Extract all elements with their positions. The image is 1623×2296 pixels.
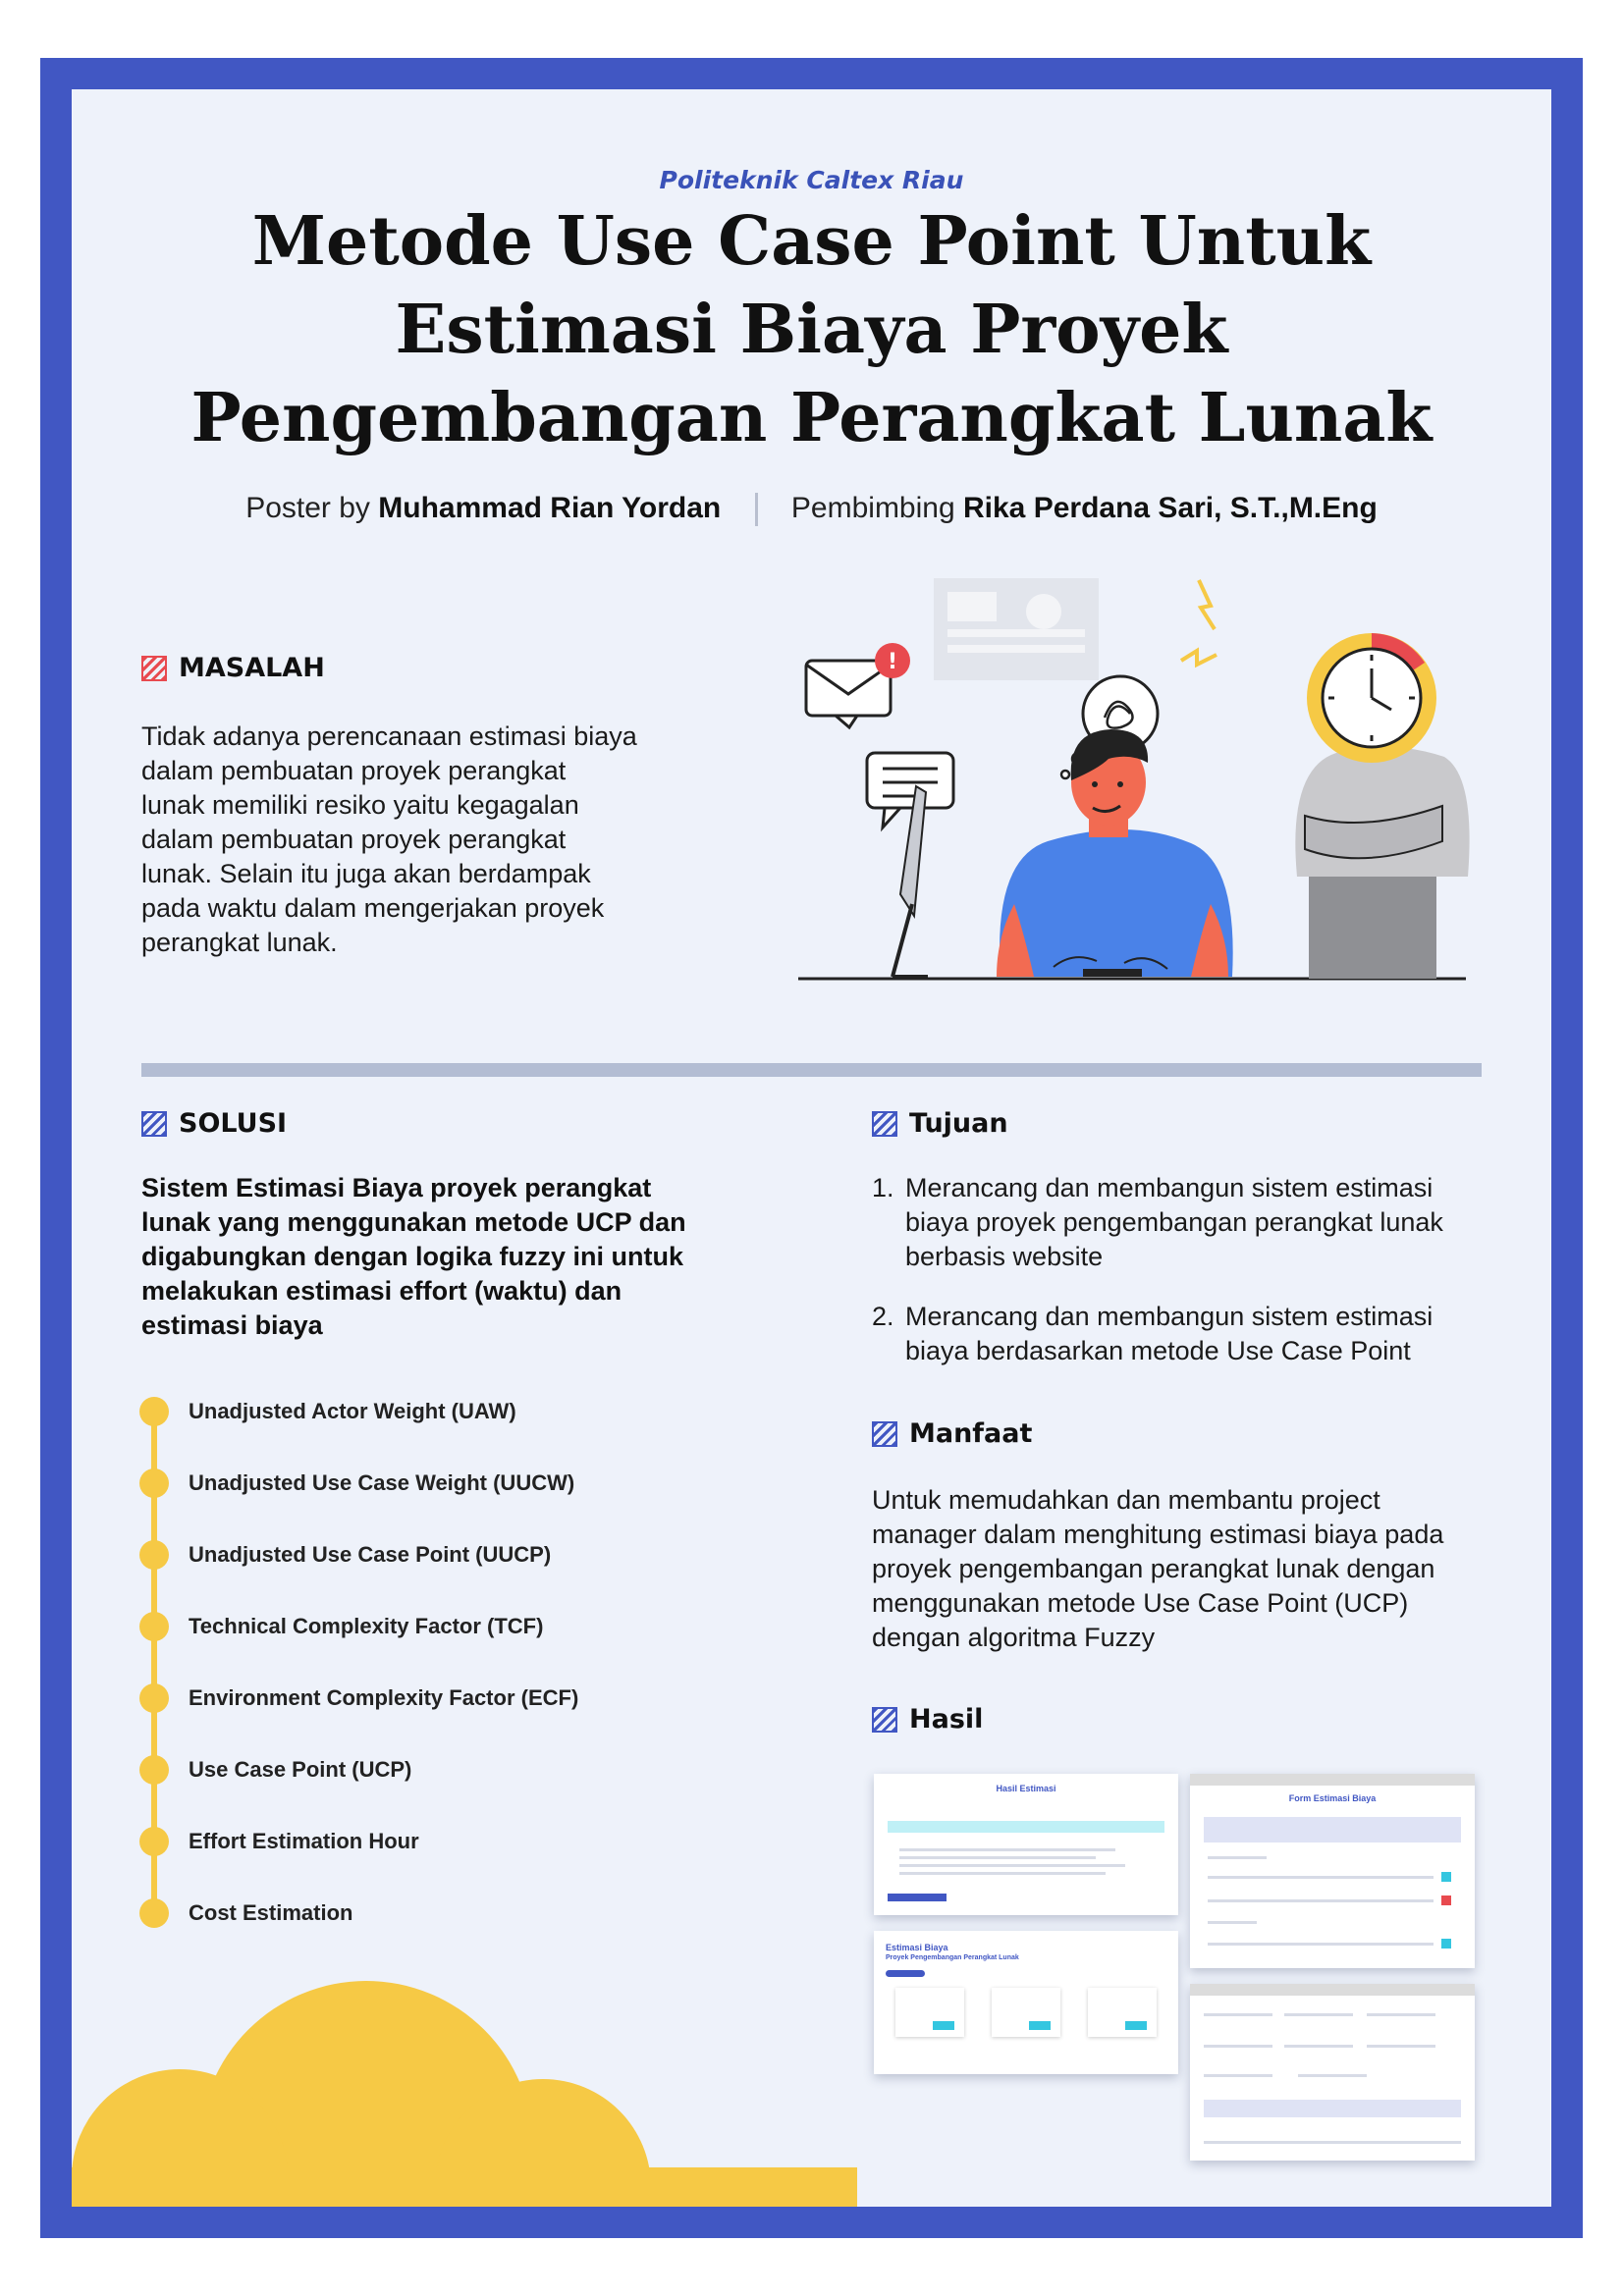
ucp-steps-timeline	[139, 1397, 729, 1927]
tujuan-list	[872, 1171, 1500, 1368]
hatch-icon	[872, 1707, 897, 1733]
masalah-line: perangkat lunak.	[141, 928, 338, 957]
item-number: 1.	[872, 1173, 894, 1202]
timeline-label: Unadjusted Use Case Weight (UUCW)	[189, 1470, 575, 1495]
masalah-line: pada waktu dalam mengerjakan proyek	[141, 893, 605, 923]
timeline-dot	[139, 1397, 169, 1426]
hatch-icon	[872, 1111, 897, 1137]
masalah-line: lunak memiliki resiko yaitu kegagalan	[141, 790, 579, 820]
timeline-label: Cost Estimation	[189, 1900, 353, 1925]
manfaat-heading	[872, 1418, 1032, 1449]
solusi-line: melakukan estimasi effort (waktu) dan	[141, 1276, 622, 1306]
tujuan-line: biaya proyek pengembangan perangkat lunak	[905, 1207, 1443, 1237]
timeline-item	[139, 1397, 516, 1426]
solusi-line: lunak yang menggunakan metode UCP dan	[141, 1207, 686, 1237]
man-at-desk-figure	[997, 729, 1233, 977]
manfaat-line: dengan algoritma Fuzzy	[872, 1623, 1156, 1652]
screenshot-subtitle: Proyek Pengembangan Perangkat Lunak	[886, 1954, 1019, 1961]
screenshot-title: Estimasi Biaya	[886, 1943, 948, 1952]
timeline-item	[139, 1827, 419, 1856]
logo-text: Politeknik Caltex Riau	[659, 166, 964, 194]
timeline-dot	[139, 1683, 169, 1713]
timeline-item	[139, 1683, 579, 1713]
timeline-dot	[139, 1827, 169, 1856]
timeline-dot	[139, 1612, 169, 1641]
section-divider	[141, 1063, 1482, 1077]
title-line: Metode Use Case Point Untuk	[251, 202, 1372, 281]
byline	[72, 492, 1551, 526]
item-number: 2.	[872, 1302, 894, 1331]
result-screenshot	[874, 1774, 1178, 1915]
tujuan-line: Merancang dan membangun sistem estimasi	[905, 1173, 1434, 1202]
screenshot-title: Form Estimasi Biaya	[1288, 1793, 1377, 1803]
timeline-label: Unadjusted Use Case Point (UUCP)	[189, 1542, 552, 1567]
hatch-icon	[872, 1421, 897, 1447]
worker-illustration	[720, 570, 1505, 1022]
timeline-label: Technical Complexity Factor (TCF)	[189, 1614, 544, 1638]
masalah-heading-text: MASALAH	[179, 653, 325, 683]
hasil-heading	[872, 1704, 983, 1735]
timeline-label: Use Case Point (UCP)	[189, 1757, 412, 1782]
masalah-text	[141, 720, 691, 960]
solusi-line: estimasi biaya	[141, 1310, 323, 1340]
hatch-icon	[141, 656, 167, 681]
manfaat-heading-text: Manfaat	[909, 1418, 1033, 1449]
timeline-item	[139, 1540, 552, 1570]
poster-frame	[40, 58, 1583, 2238]
poster-by-label: Poster by	[245, 492, 370, 524]
timeline-item	[139, 1898, 353, 1928]
poster-title	[72, 197, 1551, 462]
lightning-icon	[1199, 580, 1215, 629]
supervisor-label: Pembimbing	[790, 492, 955, 524]
monitor-graphic	[893, 786, 928, 977]
masalah-line: dalam pembuatan proyek perangkat	[141, 825, 567, 854]
manfaat-line: menggunakan metode Use Case Point (UCP)	[872, 1588, 1409, 1618]
timeline-dot	[139, 1898, 169, 1928]
timeline-item	[139, 1468, 575, 1498]
poster-panel	[72, 89, 1551, 2207]
timeline-label: Effort Estimation Hour	[189, 1829, 419, 1853]
timeline-label: Environment Complexity Factor (ECF)	[189, 1685, 579, 1710]
tujuan-item	[872, 1171, 1500, 1274]
solusi-line: digabungkan dengan logika fuzzy ini untuk	[141, 1242, 684, 1271]
screenshot-banner	[888, 1821, 1164, 1833]
hatch-icon	[141, 1111, 167, 1137]
solusi-line: Sistem Estimasi Biaya proyek perangkat	[141, 1173, 652, 1202]
byline-separator	[755, 493, 758, 526]
screenshot-title: Hasil Estimasi	[996, 1784, 1056, 1793]
cloud-decoration	[72, 1951, 857, 2207]
timeline-dot	[139, 1755, 169, 1785]
timeline-dot	[139, 1540, 169, 1570]
form-screenshot	[1190, 1774, 1475, 1968]
supervisor-name: Rika Perdana Sari, S.T.,M.Eng	[963, 492, 1378, 524]
detail-screenshot	[1190, 1984, 1475, 2161]
tujuan-item	[872, 1300, 1500, 1368]
masalah-line: dalam pembuatan proyek perangkat	[141, 756, 567, 785]
tujuan-heading	[872, 1108, 1008, 1139]
masalah-line: Tidak adanya perencanaan estimasi biaya	[141, 721, 637, 751]
timeline-dot	[139, 1468, 169, 1498]
tujuan-heading-text: Tujuan	[909, 1108, 1008, 1139]
masalah-heading	[141, 653, 325, 683]
author-name: Muhammad Rian Yordan	[378, 492, 722, 524]
svg-text:!: !	[887, 650, 898, 674]
masalah-line: lunak. Selain itu juga akan berdampak	[141, 859, 591, 888]
hasil-heading-text: Hasil	[909, 1704, 984, 1735]
estimasi-screenshot	[874, 1931, 1178, 2074]
clock-head-figure	[1295, 633, 1469, 979]
title-line: Estimasi Biaya Proyek	[395, 291, 1228, 369]
timeline-item	[139, 1755, 412, 1785]
envelope-icon	[806, 643, 910, 727]
manfaat-line: manager dalam menghitung estimasi biaya pada	[872, 1520, 1444, 1549]
chat-bubble-icon	[867, 753, 953, 828]
tujuan-line: biaya berdasarkan metode Use Case Point	[905, 1336, 1411, 1365]
solusi-heading-text: SOLUSI	[179, 1108, 288, 1139]
manfaat-line: Untuk memudahkan dan membantu project	[872, 1485, 1380, 1515]
institution-logo	[72, 166, 1551, 194]
timeline-label: Unadjusted Actor Weight (UAW)	[189, 1399, 516, 1423]
title-line: Pengembangan Perangkat Lunak	[190, 379, 1433, 457]
manfaat-line: proyek pengembangan perangkat lunak dengan	[872, 1554, 1435, 1583]
solusi-text	[141, 1171, 750, 1343]
tujuan-line: Merancang dan membangun sistem estimasi	[905, 1302, 1434, 1331]
manfaat-text	[872, 1483, 1510, 1655]
timeline-item	[139, 1612, 544, 1641]
solusi-heading	[141, 1108, 287, 1139]
tujuan-line: berbasis website	[905, 1242, 1104, 1271]
